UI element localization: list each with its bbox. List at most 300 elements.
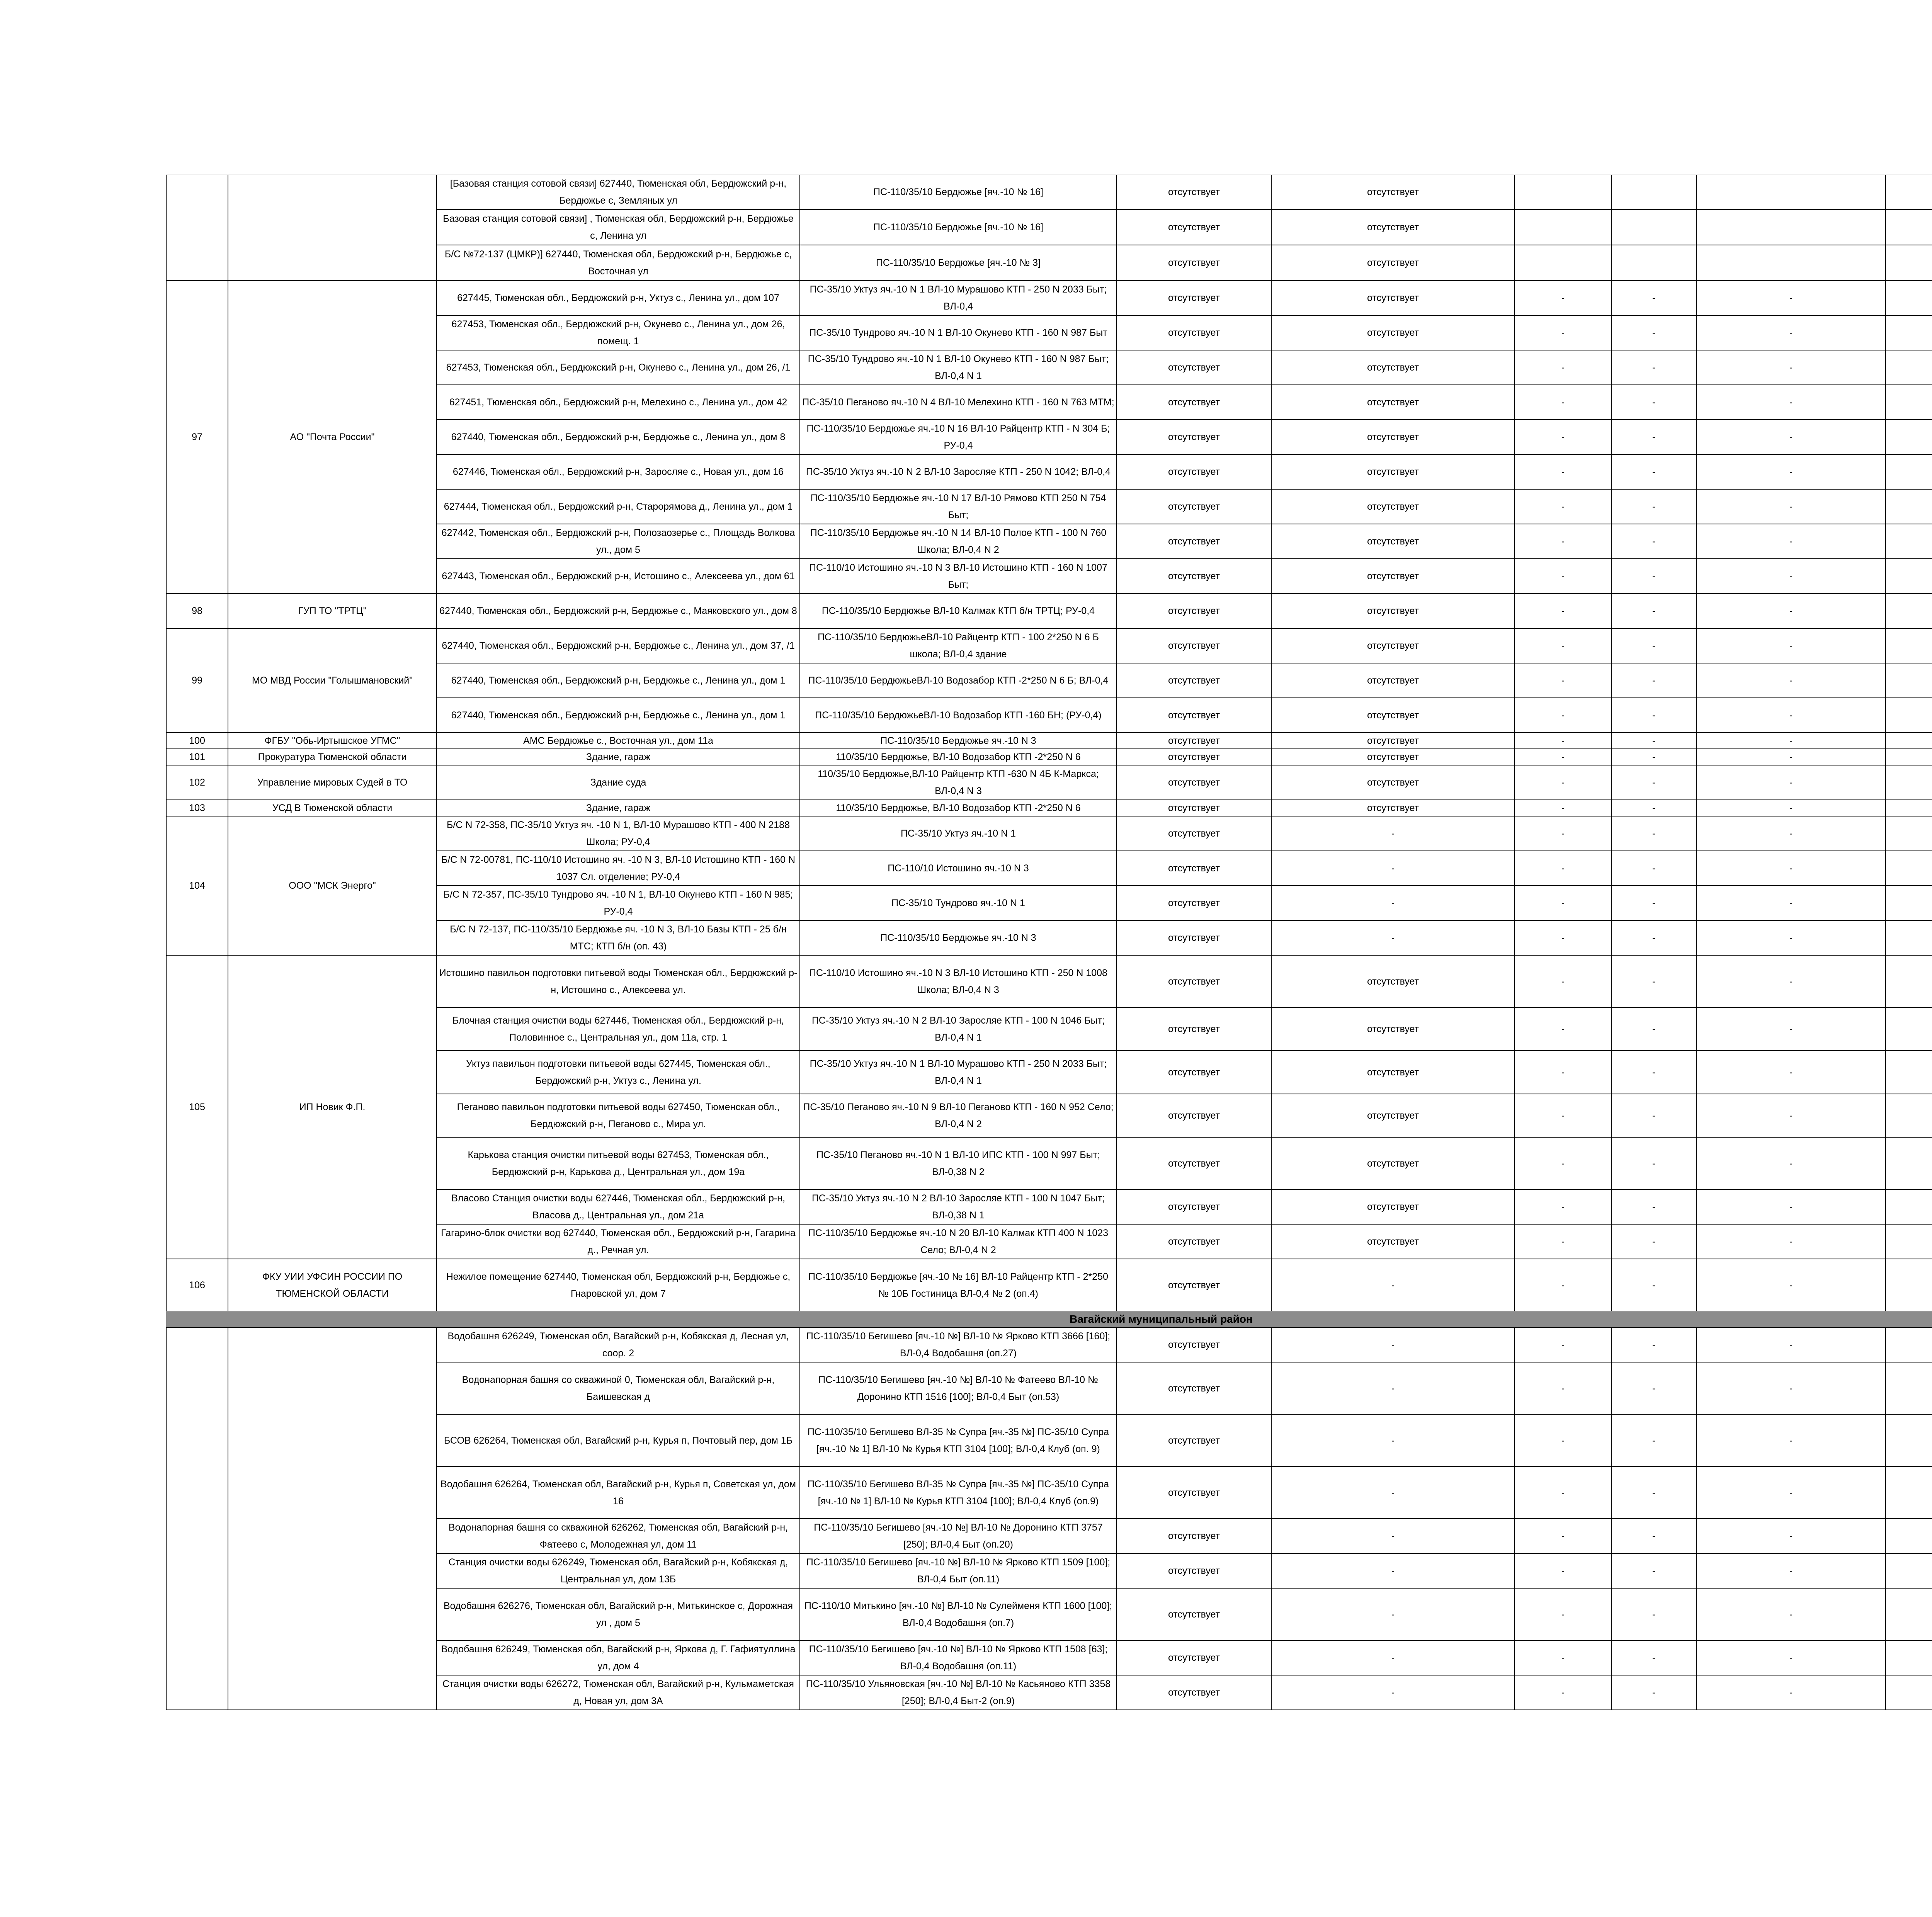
substation-cell-text: ПС-110/35/10 Бегишево ВЛ-35 № Супра [яч.-35 №] ПС-35/10 Супра [яч.-10 № 1] ВЛ-10 № Курья КТП 3104 [100]; ВЛ-0,4 Клуб (оп.9) xyxy=(807,1478,1109,1507)
substation-cell xyxy=(800,209,1117,245)
section-header xyxy=(166,1311,1932,1327)
value-cell xyxy=(1886,245,1932,281)
address-cell xyxy=(437,350,800,385)
value-cell xyxy=(1515,1051,1611,1094)
organization-cell-text: Управление мировых Судей в ТО xyxy=(257,777,408,788)
status-cell-2 xyxy=(1271,420,1515,454)
address-cell-text: Б/С N 72-00781, ПС-110/10 Истошино яч. -10 N 3, ВЛ-10 Истошино КТП - 160 N 1037 Сл. отделение; РУ-0,4 xyxy=(441,854,796,882)
substation-cell xyxy=(800,1362,1117,1414)
value-cell xyxy=(1886,281,1932,315)
value-cell-text: - xyxy=(1652,1236,1656,1247)
value-cell-text: - xyxy=(1789,501,1793,512)
status-cell-2 xyxy=(1271,920,1515,955)
value-cell-text: - xyxy=(1652,536,1656,547)
value-cell-text: - xyxy=(1652,1067,1656,1078)
value-cell-text: - xyxy=(1561,1687,1565,1698)
substation-cell xyxy=(800,1327,1117,1362)
value-cell xyxy=(1696,315,1886,350)
status-cell-1 xyxy=(1117,1553,1271,1588)
substation-cell xyxy=(800,1553,1117,1588)
substation-cell-text: ПС-110/10 Митькино [яч.-10 №] ВЛ-10 № Сулейменя КТП 1600 [100]; ВЛ-0,4 Водобашня (оп.7) xyxy=(804,1600,1112,1628)
row-number-cell xyxy=(166,749,228,765)
value-cell-text: - xyxy=(1652,777,1656,788)
value-cell xyxy=(1515,733,1611,749)
address-cell xyxy=(437,1137,800,1189)
status-cell-2 xyxy=(1271,489,1515,524)
status-cell-2 xyxy=(1271,733,1515,749)
substation-cell-text: ПС-110/35/10 Бердюжье [яч.-10 № 3] xyxy=(876,257,1041,268)
value-cell-text: - xyxy=(1789,1531,1793,1541)
value-cell xyxy=(1611,594,1696,628)
value-cell xyxy=(1696,454,1886,489)
status-cell-1 xyxy=(1117,594,1271,628)
address-cell-text: 627453, Тюменская обл., Бердюжский р-н, Окунево с., Ленина ул., дом 26, /1 xyxy=(446,362,791,373)
organization-cell xyxy=(228,628,437,733)
row-number-cell-text: 103 xyxy=(189,803,205,813)
value-cell xyxy=(1515,749,1611,765)
value-cell xyxy=(1886,955,1932,1007)
value-cell xyxy=(1696,816,1886,851)
value-cell-text: - xyxy=(1561,1383,1565,1394)
status-cell-1 xyxy=(1117,489,1271,524)
value-cell xyxy=(1515,245,1611,281)
value-cell xyxy=(1515,1675,1611,1710)
substation-cell-text: ПС-35/10 Тундрово яч.-10 N 1 ВЛ-10 Окунево КТП - 160 N 987 Быт; ВЛ-0,4 N 1 xyxy=(808,354,1109,381)
status-cell-2-text: отсутствует xyxy=(1367,803,1419,813)
value-cell xyxy=(1515,816,1611,851)
status-cell-2 xyxy=(1271,1519,1515,1553)
organization-cell xyxy=(228,175,437,281)
row-number-cell-text: 100 xyxy=(189,735,205,746)
value-cell xyxy=(1611,209,1696,245)
value-cell-text: - xyxy=(1652,1435,1656,1446)
status-cell-1 xyxy=(1117,886,1271,920)
value-cell xyxy=(1696,1051,1886,1094)
value-cell-text: - xyxy=(1561,828,1565,839)
status-cell-1 xyxy=(1117,281,1271,315)
status-cell-2-text: отсутствует xyxy=(1367,976,1419,987)
status-cell-2-text: - xyxy=(1391,932,1395,943)
status-cell-2-text: - xyxy=(1391,1435,1395,1446)
status-cell-1-text: отсутствует xyxy=(1168,1339,1220,1350)
value-cell xyxy=(1696,1362,1886,1414)
status-cell-2-text: отсутствует xyxy=(1367,710,1419,721)
substation-cell-text: 110/35/10 Бердюжье, ВЛ-10 Водозабор КТП -2*250 N 6 xyxy=(836,752,1081,762)
substation-cell-text: ПС-110/35/10 Бегишево [яч.-10 №] ВЛ-10 № Ярково КТП 1509 [100]; ВЛ-0,4 Быт (оп.11) xyxy=(806,1557,1111,1585)
value-cell-text: - xyxy=(1789,735,1793,746)
value-cell xyxy=(1611,733,1696,749)
address-cell-text: 627440, Тюменская обл., Бердюжский р-н, Бердюжье с., Ленина ул., дом 1 xyxy=(451,675,786,686)
substation-cell xyxy=(800,1466,1117,1519)
row-number-cell xyxy=(166,281,228,594)
substation-cell xyxy=(800,886,1117,920)
value-cell-text: - xyxy=(1561,898,1565,908)
status-cell-1-text: отсутствует xyxy=(1168,466,1220,477)
status-cell-2 xyxy=(1271,350,1515,385)
value-cell xyxy=(1886,1675,1932,1710)
value-cell-text: - xyxy=(1652,803,1656,813)
value-cell xyxy=(1886,749,1932,765)
value-cell xyxy=(1696,245,1886,281)
status-cell-1 xyxy=(1117,1519,1271,1553)
row-number-cell-text: 99 xyxy=(192,675,202,686)
status-cell-1-text: отсутствует xyxy=(1168,777,1220,788)
status-cell-2 xyxy=(1271,1640,1515,1675)
status-cell-2 xyxy=(1271,1675,1515,1710)
value-cell xyxy=(1696,1414,1886,1466)
address-cell-text: 627453, Тюменская обл., Бердюжский р-н, Окунево с., Ленина ул., дом 26, помещ. 1 xyxy=(451,319,785,347)
substation-cell xyxy=(800,1675,1117,1710)
status-cell-1-text: отсутствует xyxy=(1168,257,1220,268)
address-cell-text: Водонапорная башня со скважиной 626262, Тюменская обл, Вагайский р-н, Фатеево с, Молодежная ул, дом 11 xyxy=(448,1522,788,1550)
organization-cell xyxy=(228,765,437,800)
address-cell-text: 627451, Тюменская обл., Бердюжский р-н, Мелехино с., Ленина ул., дом 42 xyxy=(449,397,787,408)
value-cell xyxy=(1611,315,1696,350)
value-cell-text: - xyxy=(1652,571,1656,582)
substation-cell xyxy=(800,1094,1117,1137)
value-cell xyxy=(1515,628,1611,663)
status-cell-2-text: - xyxy=(1391,1279,1395,1291)
address-cell xyxy=(437,175,800,209)
substation-cell-text: ПС-110/35/10 Бердюжье яч.-10 N 16 ВЛ-10 Райцентр КТП - N 304 Б; РУ-0,4 xyxy=(806,423,1110,451)
address-cell-text: Б/С N 72-137, ПС-110/35/10 Бердюжье яч. -10 N 3, ВЛ-10 Базы КТП - 25 б/н МТС; КТП б/н (оп. 43) xyxy=(450,924,787,952)
organization-cell-text: ФКУ УИИ УФСИН РОССИИ ПО ТЮМЕНСКОЙ ОБЛАСТИ xyxy=(262,1271,403,1299)
status-cell-2-text: отсутствует xyxy=(1367,1067,1419,1078)
status-cell-1 xyxy=(1117,1466,1271,1519)
value-cell xyxy=(1515,851,1611,886)
organization-cell-text: АО "Почта России" xyxy=(290,432,375,442)
value-cell xyxy=(1696,1259,1886,1311)
status-cell-2-text: отсутствует xyxy=(1367,1201,1419,1212)
value-cell xyxy=(1886,628,1932,663)
value-cell-text: - xyxy=(1789,397,1793,408)
value-cell-text: - xyxy=(1652,327,1656,338)
substation-cell-text: ПС-110/35/10 БердюжьеВЛ-10 Водозабор КТП -160 БН; (РУ-0,4) xyxy=(815,710,1102,721)
value-cell-text: - xyxy=(1652,1110,1656,1121)
organization-cell xyxy=(228,594,437,628)
row-number-cell xyxy=(166,733,228,749)
value-cell xyxy=(1515,350,1611,385)
status-cell-1 xyxy=(1117,524,1271,559)
address-cell-text: 627440, Тюменская обл., Бердюжский р-н, Бердюжье с., Ленина ул., дом 1 xyxy=(451,710,786,721)
status-cell-2 xyxy=(1271,594,1515,628)
value-cell xyxy=(1696,851,1886,886)
address-cell-text: 627444, Тюменская обл., Бердюжский р-н, Старорямова д., Ленина ул., дом 1 xyxy=(444,501,793,512)
value-cell xyxy=(1515,385,1611,420)
status-cell-2 xyxy=(1271,385,1515,420)
substation-cell-text: ПС-35/10 Уктуз яч.-10 N 2 ВЛ-10 Заросляе КТП - 100 N 1046 Быт; ВЛ-0,4 N 1 xyxy=(811,1015,1105,1043)
value-cell xyxy=(1696,350,1886,385)
status-cell-1-text: отсутствует xyxy=(1168,1652,1220,1663)
value-cell-text: - xyxy=(1652,293,1656,303)
address-cell xyxy=(437,1327,800,1362)
value-cell xyxy=(1696,1675,1886,1710)
value-cell xyxy=(1611,920,1696,955)
value-cell-text: - xyxy=(1561,536,1565,547)
address-cell xyxy=(437,733,800,749)
row-number-cell xyxy=(166,175,228,281)
status-cell-2 xyxy=(1271,851,1515,886)
address-cell xyxy=(437,1588,800,1640)
value-cell xyxy=(1611,800,1696,816)
value-cell xyxy=(1515,1094,1611,1137)
value-cell-text: - xyxy=(1789,863,1793,874)
substation-cell xyxy=(800,1640,1117,1675)
value-cell xyxy=(1696,1519,1886,1553)
status-cell-2-text: отсутствует xyxy=(1367,571,1419,582)
value-cell xyxy=(1515,663,1611,698)
address-cell xyxy=(437,886,800,920)
value-cell xyxy=(1611,1007,1696,1051)
address-cell xyxy=(437,816,800,851)
status-cell-1 xyxy=(1117,1137,1271,1189)
address-cell-text: [Базовая станция сотовой связи] 627440, Тюменская обл, Бердюжский р-н, Бердюжье с, Земляных ул xyxy=(450,178,787,206)
value-cell-text: - xyxy=(1789,432,1793,442)
substation-cell-text: ПС-110/35/10 Бегишево [яч.-10 №] ВЛ-10 № Фатеево ВЛ-10 № Доронино КТП 1516 [100]; ВЛ-0,4 Быт (оп.53) xyxy=(818,1374,1098,1402)
value-cell xyxy=(1515,175,1611,209)
substation-cell-text: ПС-110/35/10 Бердюжье яч.-10 N 14 ВЛ-10 Полое КТП - 100 N 760 Школа; ВЛ-0,4 N 2 xyxy=(810,527,1107,555)
value-cell xyxy=(1515,281,1611,315)
value-cell xyxy=(1611,489,1696,524)
address-cell xyxy=(437,315,800,350)
substation-cell-text: ПС-35/10 Уктуз яч.-10 N 2 ВЛ-10 Заросляе КТП - 250 N 1042; ВЛ-0,4 xyxy=(806,466,1111,477)
status-cell-2-text: - xyxy=(1391,1652,1395,1663)
address-cell xyxy=(437,765,800,800)
value-cell xyxy=(1611,1189,1696,1224)
substation-cell xyxy=(800,1189,1117,1224)
status-cell-2-text: отсутствует xyxy=(1367,501,1419,512)
value-cell xyxy=(1696,1224,1886,1259)
address-cell xyxy=(437,749,800,765)
value-cell-text: - xyxy=(1561,1201,1565,1212)
status-cell-1-text: отсутствует xyxy=(1168,397,1220,408)
substation-cell-text: ПС-110/35/10 Бердюжье ВЛ-10 Калмак КТП б/н ТРТЦ; РУ-0,4 xyxy=(821,606,1095,616)
value-cell xyxy=(1696,1640,1886,1675)
value-cell xyxy=(1696,886,1886,920)
organization-cell-text: ГУП ТО "ТРТЦ" xyxy=(298,606,367,616)
value-cell xyxy=(1886,1327,1932,1362)
section-title: Вагайский муниципальный район xyxy=(1070,1313,1253,1325)
value-cell-text: - xyxy=(1789,1609,1793,1620)
value-cell xyxy=(1886,663,1932,698)
status-cell-1-text: отсутствует xyxy=(1168,606,1220,616)
value-cell-text: - xyxy=(1561,1067,1565,1078)
value-cell xyxy=(1611,559,1696,594)
value-cell-text: - xyxy=(1561,640,1565,651)
value-cell-text: - xyxy=(1789,1158,1793,1169)
value-cell xyxy=(1696,663,1886,698)
status-cell-2 xyxy=(1271,1259,1515,1311)
value-cell-text: - xyxy=(1561,397,1565,408)
status-cell-1-text: отсутствует xyxy=(1168,976,1220,987)
status-cell-1 xyxy=(1117,800,1271,816)
status-cell-2-text: отсутствует xyxy=(1367,257,1419,268)
organization-cell xyxy=(228,1259,437,1311)
substation-cell xyxy=(800,1588,1117,1640)
status-cell-1 xyxy=(1117,175,1271,209)
status-cell-1-text: отсутствует xyxy=(1168,1279,1220,1291)
address-cell-text: Водобашня 626249, Тюменская обл, Вагайский р-н, Яркова д, Г. Гафиятуллина ул, дом 4 xyxy=(441,1644,796,1672)
value-cell xyxy=(1696,1094,1886,1137)
value-cell xyxy=(1611,350,1696,385)
value-cell xyxy=(1515,886,1611,920)
status-cell-2 xyxy=(1271,628,1515,663)
status-cell-1 xyxy=(1117,816,1271,851)
substation-cell-text: ПС-35/10 Уктуз яч.-10 N 1 ВЛ-10 Мурашово КТП - 250 N 2033 Быт; ВЛ-0,4 xyxy=(810,284,1107,312)
value-cell-text: - xyxy=(1652,898,1656,908)
address-cell-text: Карькова станция очистки питьевой воды 627453, Тюменская обл., Бердюжский р-н, Карькова д., Центральная ул., дом 19а xyxy=(468,1149,769,1177)
value-cell-text: - xyxy=(1652,640,1656,651)
value-cell-text: - xyxy=(1789,466,1793,477)
value-cell xyxy=(1696,559,1886,594)
substation-cell xyxy=(800,175,1117,209)
substation-cell-text: ПС-35/10 Уктуз яч.-10 N 1 ВЛ-10 Мурашово КТП - 250 N 2033 Быт; ВЛ-0,4 N 1 xyxy=(810,1058,1107,1086)
row-number-cell-text: 98 xyxy=(192,606,202,616)
value-cell-text: - xyxy=(1789,362,1793,373)
status-cell-2 xyxy=(1271,663,1515,698)
address-cell-text: Здание, гараж xyxy=(586,803,651,813)
substation-cell xyxy=(800,281,1117,315)
value-cell xyxy=(1515,489,1611,524)
address-cell-text: Уктуз павильон подготовки питьевой воды 627445, Тюменская обл., Бердюжский р-н, Уктуз с., Ленина ул. xyxy=(466,1058,770,1086)
address-cell xyxy=(437,245,800,281)
status-cell-2-text: - xyxy=(1391,1531,1395,1541)
row-number-cell xyxy=(166,594,228,628)
value-cell xyxy=(1696,733,1886,749)
value-cell xyxy=(1611,1519,1696,1553)
address-cell-text: Водобашня 626276, Тюменская обл, Вагайский р-н, Митькинское с, Дорожная ул , дом 5 xyxy=(443,1600,793,1628)
value-cell xyxy=(1515,1588,1611,1640)
address-cell-text: Здание суда xyxy=(590,777,646,788)
table-cells xyxy=(166,175,1932,1740)
address-cell-text: Власово Станция очистки воды 627446, Тюменская обл., Бердюжский р-н, Власова д., Центральная ул., дом 21а xyxy=(451,1193,785,1221)
substation-cell-text: ПС-110/35/10 Бердюжье яч.-10 N 20 ВЛ-10 Калмак КТП 400 N 1023 Село; ВЛ-0,4 N 2 xyxy=(808,1228,1109,1255)
value-cell-text: - xyxy=(1561,1236,1565,1247)
status-cell-1 xyxy=(1117,1189,1271,1224)
address-cell xyxy=(437,1466,800,1519)
address-cell-text: Водобашня 626264, Тюменская обл, Вагайский р-н, Курья п, Советская ул, дом 16 xyxy=(440,1478,796,1507)
value-cell-text: - xyxy=(1561,606,1565,616)
value-cell xyxy=(1886,594,1932,628)
value-cell-text: - xyxy=(1789,1201,1793,1212)
value-cell xyxy=(1515,765,1611,800)
address-cell-text: 627440, Тюменская обл., Бердюжский р-н, Бердюжье с., Ленина ул., дом 37, /1 xyxy=(442,640,795,651)
value-cell-text: - xyxy=(1789,976,1793,987)
value-cell xyxy=(1611,1553,1696,1588)
value-cell xyxy=(1515,1189,1611,1224)
value-cell xyxy=(1515,955,1611,1007)
value-cell-text: - xyxy=(1652,1609,1656,1620)
value-cell-text: - xyxy=(1652,1687,1656,1698)
substation-cell xyxy=(800,1137,1117,1189)
value-cell xyxy=(1515,800,1611,816)
status-cell-1 xyxy=(1117,663,1271,698)
address-cell-text: БСОВ 626264, Тюменская обл, Вагайский р-н, Курья п, Почтовый пер, дом 1Б xyxy=(444,1435,793,1446)
value-cell xyxy=(1611,175,1696,209)
substation-cell-text: ПС-110/35/10 Бегишево ВЛ-35 № Супра [яч.-35 №] ПС-35/10 Супра [яч.-10 № 1] ВЛ-10 № Курья КТП 3104 [100]; ВЛ-0,4 Клуб (оп. 9) xyxy=(807,1426,1109,1454)
substation-cell xyxy=(800,524,1117,559)
status-cell-2-text: отсутствует xyxy=(1367,536,1419,547)
value-cell-text: - xyxy=(1652,432,1656,442)
address-cell xyxy=(437,1007,800,1051)
status-cell-2 xyxy=(1271,1094,1515,1137)
value-cell-text: - xyxy=(1652,466,1656,477)
status-cell-1 xyxy=(1117,1588,1271,1640)
value-cell-text: - xyxy=(1652,1565,1656,1576)
value-cell xyxy=(1515,920,1611,955)
value-cell xyxy=(1611,524,1696,559)
value-cell xyxy=(1515,1640,1611,1675)
address-cell-text: Здание, гараж xyxy=(586,752,651,762)
value-cell-text: - xyxy=(1561,675,1565,686)
status-cell-2-text: - xyxy=(1391,1609,1395,1620)
address-cell xyxy=(437,454,800,489)
address-cell xyxy=(437,524,800,559)
address-cell xyxy=(437,628,800,663)
value-cell-text: - xyxy=(1652,710,1656,721)
value-cell xyxy=(1696,920,1886,955)
status-cell-1-text: отсутствует xyxy=(1168,536,1220,547)
substation-cell xyxy=(800,385,1117,420)
substation-cell-text: ПС-35/10 Пеганово яч.-10 N 1 ВЛ-10 ИПС КТП - 100 N 997 Быт; ВЛ-0,38 N 2 xyxy=(816,1149,1100,1177)
status-cell-2 xyxy=(1271,1224,1515,1259)
value-cell xyxy=(1611,1094,1696,1137)
value-cell xyxy=(1611,1640,1696,1675)
status-cell-1 xyxy=(1117,559,1271,594)
value-cell xyxy=(1611,955,1696,1007)
status-cell-1-text: отсутствует xyxy=(1168,362,1220,373)
address-cell xyxy=(437,1553,800,1588)
value-cell xyxy=(1886,1259,1932,1311)
value-cell-text: - xyxy=(1789,1024,1793,1034)
substation-cell xyxy=(800,663,1117,698)
value-cell xyxy=(1696,1137,1886,1189)
value-cell-text: - xyxy=(1789,803,1793,813)
status-cell-1 xyxy=(1117,1414,1271,1466)
value-cell xyxy=(1611,245,1696,281)
value-cell xyxy=(1886,1189,1932,1224)
address-cell-text: Базовая станция сотовой связи] , Тюменская обл, Бердюжский р-н, Бердюжье с, Ленина ул xyxy=(443,213,794,241)
status-cell-1-text: отсутствует xyxy=(1168,1383,1220,1394)
status-cell-2-text: отсутствует xyxy=(1367,640,1419,651)
address-cell xyxy=(437,1259,800,1311)
substation-cell-text: ПС-110/35/10 Бегишево [яч.-10 №] ВЛ-10 № Доронино КТП 3757 [250]; ВЛ-0,4 Быт (оп.20) xyxy=(814,1522,1103,1550)
value-cell-text: - xyxy=(1652,828,1656,839)
status-cell-2-text: отсутствует xyxy=(1367,397,1419,408)
value-cell xyxy=(1886,175,1932,209)
value-cell xyxy=(1696,1553,1886,1588)
substation-cell xyxy=(800,1414,1117,1466)
status-cell-2 xyxy=(1271,1007,1515,1051)
value-cell xyxy=(1886,1640,1932,1675)
substation-cell-text: ПС-35/10 Тундрово яч.-10 N 1 xyxy=(891,898,1025,908)
value-cell xyxy=(1696,1466,1886,1519)
value-cell xyxy=(1886,420,1932,454)
value-cell xyxy=(1696,749,1886,765)
status-cell-2 xyxy=(1271,698,1515,733)
value-cell-text: - xyxy=(1789,606,1793,616)
status-cell-1-text: отсутствует xyxy=(1168,571,1220,582)
status-cell-1 xyxy=(1117,1259,1271,1311)
organization-cell xyxy=(228,816,437,955)
status-cell-2-text: отсутствует xyxy=(1367,675,1419,686)
status-cell-1-text: отсутствует xyxy=(1168,1435,1220,1446)
value-cell xyxy=(1515,1224,1611,1259)
status-cell-1-text: отсутствует xyxy=(1168,1236,1220,1247)
value-cell-text: - xyxy=(1561,803,1565,813)
status-cell-1-text: отсутствует xyxy=(1168,432,1220,442)
address-cell xyxy=(437,698,800,733)
